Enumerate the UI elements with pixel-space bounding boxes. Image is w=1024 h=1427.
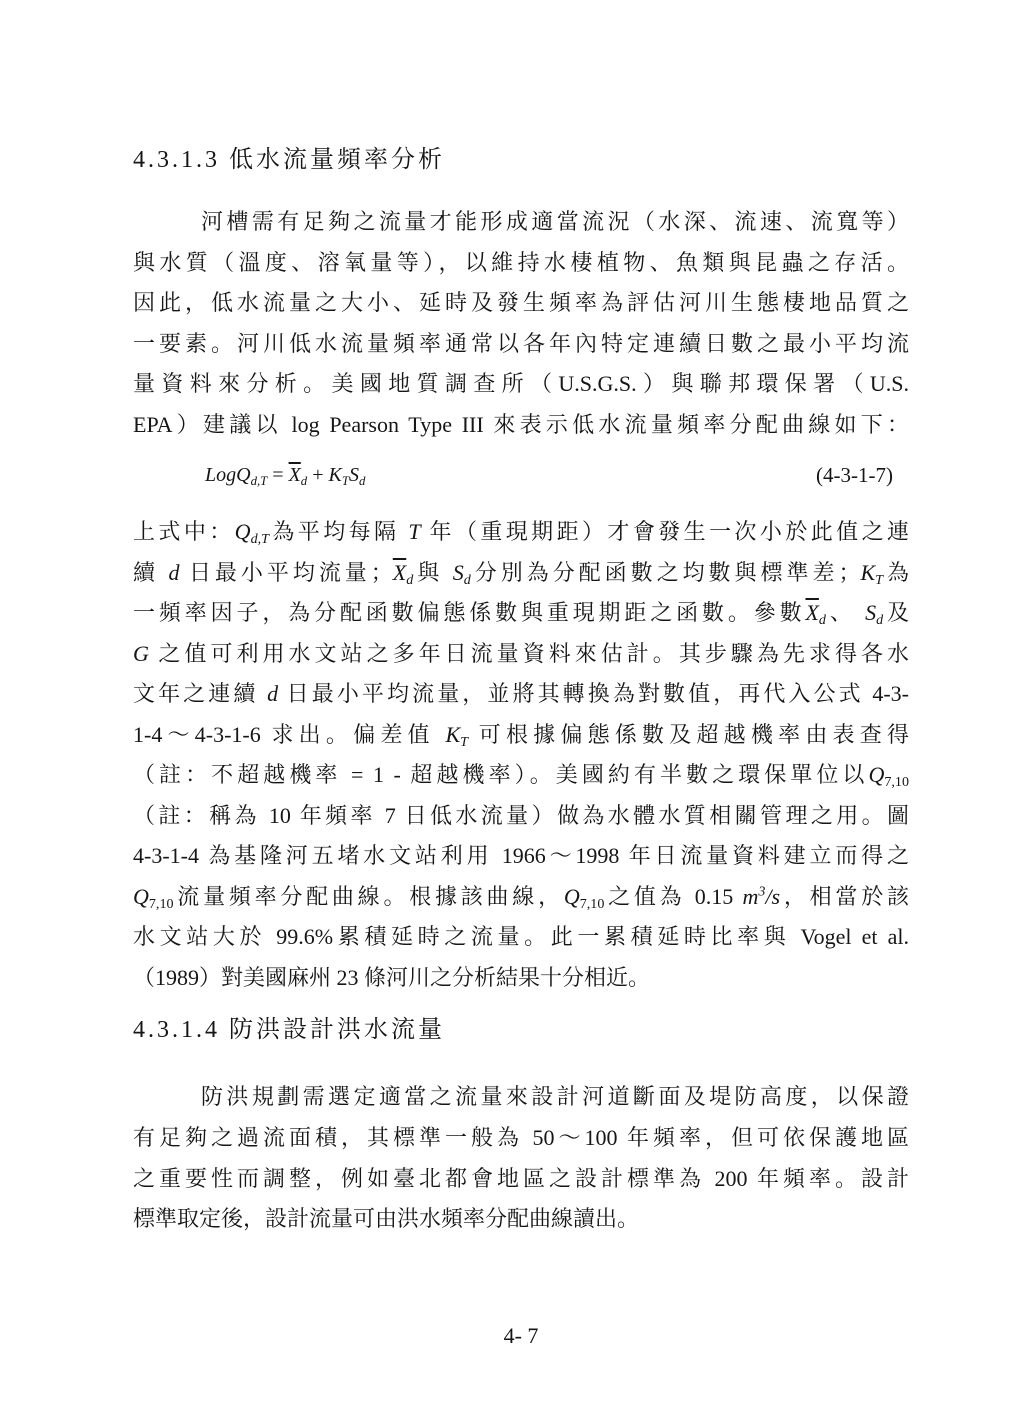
text-run: 文年之連續 — [133, 681, 268, 706]
math-symbol: S — [348, 464, 359, 486]
text-line — [133, 405, 909, 446]
text-run: 一要素。河川低水流量頻率通常以各年內特定連續日數之最小平均流 — [133, 330, 909, 356]
text-line — [133, 755, 909, 796]
text-run: + — [307, 464, 329, 486]
text-run: 水文站大於 99.6%累積延時之流量。此一累積延時比率與 Vogel et al. — [133, 924, 909, 949]
text-line — [133, 674, 909, 715]
text-line — [133, 1118, 909, 1159]
math-symbol: Q — [234, 519, 251, 544]
text-run: 一頻率因子，為分配函數偏態係數與重現期距之函數。參數 — [133, 600, 806, 625]
text-line — [133, 1199, 909, 1240]
math-symbol: /s — [765, 883, 781, 909]
text-run: （註：不超越機率 = 1 - 超越機率）。美國約有半數之環保單位以 — [133, 762, 869, 787]
math-symbol: d,T — [250, 473, 268, 488]
equation-number: (4-3-1-7) — [816, 463, 893, 487]
math-symbol: d — [406, 571, 414, 588]
text-run: 年（重現期距）才會發生一次小於此值之連 — [420, 519, 909, 544]
math-symbol: d — [463, 571, 471, 588]
math-symbol: K — [445, 721, 461, 747]
text-run: ，相當於該 — [780, 883, 909, 909]
text-line — [133, 917, 909, 958]
text-line — [133, 715, 909, 756]
math-symbol: S — [452, 559, 464, 585]
text-run: 河槽需有足夠之流量才能形成適當流況（水深、流速、流寬等） — [201, 209, 909, 234]
equation-formula — [205, 455, 365, 495]
math-symbol: Q — [563, 883, 580, 909]
text-line — [133, 243, 909, 284]
text-run: 之重要性而調整，例如臺北都會地區之設計標準為 200 年頻率。設計 — [133, 1165, 909, 1191]
text-line — [133, 593, 909, 634]
text-line — [133, 836, 909, 877]
text-run: 日最小平均流量； — [179, 559, 393, 585]
math-symbol: 3 — [758, 883, 766, 900]
math-symbol: $\overline{X}$ — [805, 600, 819, 625]
paragraph-equation-explanation — [133, 512, 909, 998]
math-symbol: LogQ — [205, 464, 251, 486]
text-line — [133, 283, 909, 324]
equation-block — [133, 455, 893, 495]
text-line — [133, 634, 909, 675]
text-run: 及 — [883, 600, 909, 625]
math-symbol: Q — [133, 883, 149, 909]
math-symbol: K — [860, 559, 876, 585]
text-run: 1-4～4-3-1-6 求出。偏差值 — [133, 721, 446, 747]
text-run: 量資料來分析。美國地質調查所（U.S.G.S.）與聯邦環保署（U.S. — [133, 371, 909, 396]
text-line — [133, 1159, 909, 1200]
text-run: 續 — [133, 559, 169, 585]
text-run: 4-3-1-4 為基隆河五堵水文站利用 1966～1998 年日流量資料建立而得之 — [133, 843, 909, 868]
text-line — [133, 958, 909, 999]
paragraph-low-flow-intro — [133, 202, 909, 445]
text-run: 有足夠之過流面積，其標準一般為 50～100 年頻率，但可依保護地區 — [133, 1124, 909, 1150]
text-line — [133, 364, 909, 405]
text-run: 因此，低水流量之大小、延時及發生頻率為評估河川生態棲地品質之 — [133, 290, 909, 315]
text-run: 與 — [413, 559, 453, 585]
text-run: 之值可利用水文站之多年日流量資料來估計。其步驟為先求得各水 — [148, 640, 909, 666]
paragraph-flood-design — [133, 1077, 909, 1240]
text-run: 與水質（溫度、溶氧量等），以維持水棲植物、魚類與昆蟲之存活。 — [133, 249, 909, 275]
math-symbol: T — [341, 473, 349, 488]
text-line — [133, 553, 909, 594]
math-symbol: Q — [868, 762, 885, 787]
text-line — [133, 877, 909, 918]
math-symbol: 7,10 — [148, 895, 174, 912]
text-run: 上式中： — [133, 519, 235, 544]
math-symbol: 7,10 — [884, 774, 909, 791]
math-symbol: 7,10 — [579, 895, 605, 912]
math-symbol: d,T — [250, 531, 269, 548]
math-symbol: d — [300, 473, 308, 488]
text-run: 防洪規劃需選定適當之流量來設計河道斷面及堤防高度，以保證 — [201, 1084, 909, 1109]
math-symbol: d — [358, 473, 366, 488]
text-run: EPA）建議以 log Pearson Type III 來表示低水流量頻率分配曲線如下： — [133, 411, 909, 437]
text-run: 日最小平均流量，並將其轉換為對數值，再代入公式 4-3- — [278, 681, 909, 706]
text-run: = — [267, 464, 289, 486]
text-run: 標準取定後，設計流量可由洪水頻率分配曲線讀出。 — [133, 1206, 640, 1232]
text-line — [133, 512, 909, 553]
text-run: 之值為 0.15 — [604, 883, 743, 909]
math-symbol: d — [876, 612, 884, 629]
section-heading-low-flow-frequency: 4.3.1.3 低水流量頻率分析 — [133, 147, 445, 173]
math-symbol: $\overline{X}$ — [392, 559, 407, 585]
text-run: 流量頻率分配曲線。根據該曲線， — [173, 883, 564, 909]
text-run: 可根據偏態係數及超越機率由表查得 — [468, 721, 909, 747]
text-line — [133, 1077, 909, 1118]
math-symbol: T — [408, 519, 421, 544]
text-run: 分別為分配函數之均數與標準差； — [470, 559, 861, 585]
text-run: 為 — [882, 559, 909, 585]
text-line — [133, 202, 909, 243]
math-symbol: d — [267, 681, 279, 706]
math-symbol: S — [865, 600, 877, 625]
math-symbol: $\overline{X}$ — [288, 464, 301, 486]
text-line — [133, 796, 909, 837]
math-symbol: m — [742, 883, 759, 909]
text-run: （1989）對美國麻州 23 條河川之分析結果十分相近。 — [133, 964, 651, 990]
text-run: 為平均每隔 — [268, 519, 409, 544]
math-symbol: K — [328, 464, 342, 486]
math-symbol: d — [818, 612, 826, 629]
math-symbol: T — [460, 733, 469, 750]
text-run: （註：稱為 10 年頻率 7 日低水流量）做為水體水質相關管理之用。圖 — [133, 802, 909, 828]
text-line — [133, 324, 909, 365]
text-run: 、 — [825, 600, 866, 625]
math-symbol: G — [133, 640, 149, 666]
math-symbol: T — [875, 571, 883, 588]
page-number: 4- 7 — [503, 1323, 539, 1348]
section-heading-flood-design-flow: 4.3.1.4 防洪設計洪水流量 — [133, 1017, 445, 1043]
math-symbol: d — [168, 559, 180, 585]
